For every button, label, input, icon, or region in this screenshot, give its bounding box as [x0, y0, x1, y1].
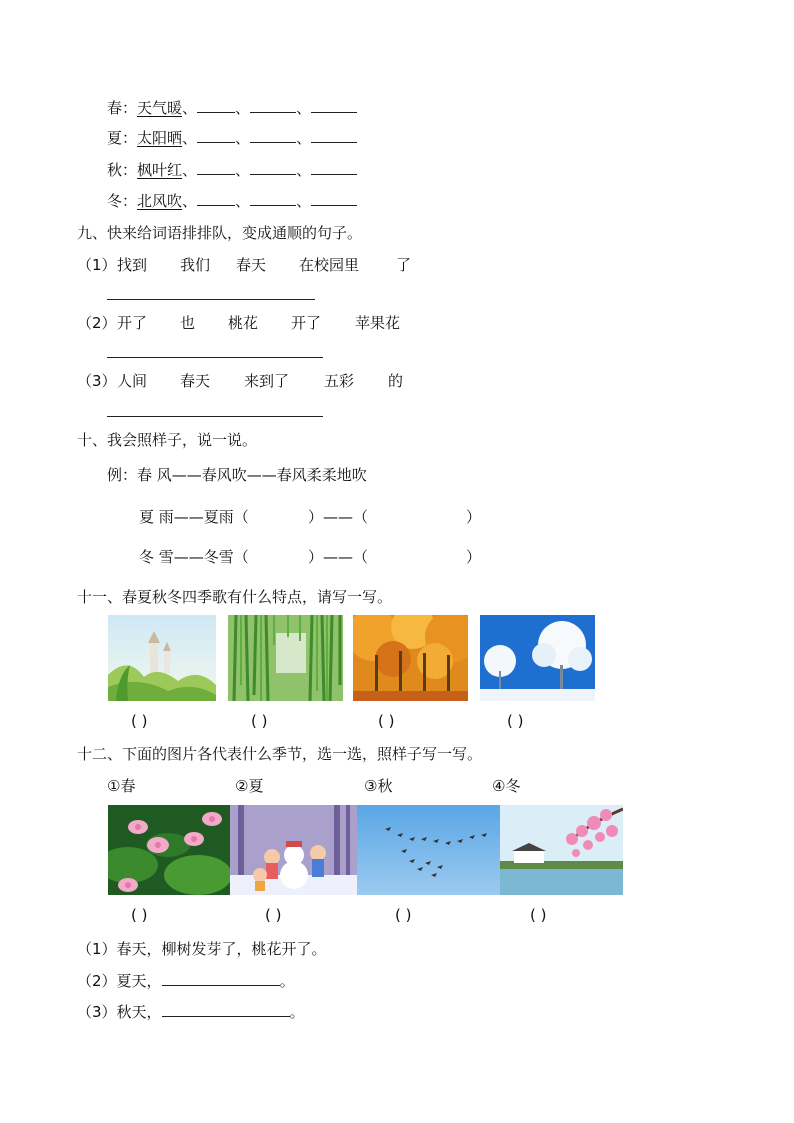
q9-word: 桃花 — [228, 314, 259, 332]
season-row-autumn — [107, 159, 357, 180]
q10-row-2-c[interactable]: ） — [466, 548, 482, 566]
q12-answer-paren[interactable]: ( ) — [530, 906, 547, 924]
answer-blank[interactable] — [162, 1002, 290, 1017]
season-label: 秋： — [107, 161, 138, 179]
q10-row-1-c[interactable]: ） — [466, 508, 482, 526]
separator: 、 — [182, 99, 198, 117]
separator: 、 — [235, 129, 251, 147]
separator: 、 — [235, 161, 251, 179]
q10-example: 例：春 风——春风吹——春风柔柔地吹 — [107, 466, 367, 484]
separator: 、 — [296, 192, 312, 210]
answer-blank[interactable] — [197, 98, 235, 113]
season-label: 春： — [107, 99, 138, 117]
line-num: （3） — [77, 1003, 117, 1021]
line-text: 夏天， — [116, 972, 162, 990]
q12-line-3 — [77, 1001, 305, 1022]
answer-line[interactable] — [107, 416, 323, 417]
season-row-summer — [107, 127, 357, 148]
q11-answer-paren[interactable]: ( ) — [131, 712, 148, 730]
answer-blank[interactable] — [197, 160, 235, 175]
line-text: 秋天， — [116, 1003, 162, 1021]
answer-blank[interactable] — [197, 128, 235, 143]
q9-word: 苹果花 — [355, 314, 401, 332]
q11-title: 十一、春夏秋冬四季歌有什么特点，请写一写。 — [77, 588, 393, 606]
q10-row-1-a: 夏 雨——夏雨（ — [139, 508, 249, 526]
season-label: 冬： — [107, 192, 138, 210]
answer-blank[interactable] — [311, 128, 357, 143]
answer-blank[interactable] — [311, 98, 357, 113]
season-row-winter — [107, 190, 357, 211]
lotus-image — [108, 805, 230, 895]
q12-option: ③秋 — [364, 777, 393, 795]
line-text: 春天，柳树发芽了，桃花开了。 — [116, 940, 327, 958]
line-num: （2） — [77, 972, 117, 990]
q9-word: 开了 — [117, 314, 148, 332]
season-example: 枫叶红 — [137, 161, 183, 179]
line-end: 。 — [289, 1003, 305, 1021]
separator: 、 — [296, 129, 312, 147]
q11-answer-paren[interactable]: ( ) — [251, 712, 268, 730]
q12-answer-paren[interactable]: ( ) — [131, 906, 148, 924]
answer-blank[interactable] — [197, 191, 235, 206]
separator: 、 — [182, 192, 198, 210]
q12-option: ④冬 — [492, 777, 521, 795]
q9-word: 也 — [180, 314, 196, 332]
q9-word: 春天 — [236, 256, 267, 274]
q9-word: 在校园里 — [299, 256, 360, 274]
separator: 、 — [296, 161, 312, 179]
q12-option: ②夏 — [235, 777, 264, 795]
q9-word: 开了 — [291, 314, 322, 332]
q11-answer-paren[interactable]: ( ) — [378, 712, 395, 730]
line-end: 。 — [279, 972, 295, 990]
separator: 、 — [235, 99, 251, 117]
answer-blank[interactable] — [162, 971, 280, 986]
q9-word: 春天 — [180, 372, 211, 390]
answer-blank[interactable] — [250, 98, 296, 113]
season-example: 北风吹 — [137, 192, 183, 210]
q9-item-2-num: （2） — [77, 314, 117, 332]
answer-blank[interactable] — [250, 128, 296, 143]
q12-option: ①春 — [107, 777, 136, 795]
answer-blank[interactable] — [311, 191, 357, 206]
autumn-trees-image — [353, 615, 468, 701]
peach-blossom-lake-image — [500, 805, 623, 895]
q11-answer-paren[interactable]: ( ) — [507, 712, 524, 730]
separator: 、 — [182, 129, 198, 147]
spring-castle-image — [108, 615, 216, 701]
q9-word: 我们 — [180, 256, 211, 274]
q9-word: 来到了 — [244, 372, 290, 390]
q9-item-3-num: （3） — [77, 372, 117, 390]
q10-row-1-b[interactable]: ）——（ — [308, 508, 369, 526]
separator: 、 — [296, 99, 312, 117]
separator: 、 — [235, 192, 251, 210]
winter-snow-trees-image — [480, 615, 595, 701]
q9-title: 九、快来给词语排排队，变成通顺的句子。 — [77, 224, 363, 242]
q10-row-2-a: 冬 雪——冬雪（ — [139, 548, 249, 566]
q12-line-1 — [77, 938, 327, 959]
separator: 、 — [182, 161, 198, 179]
answer-blank[interactable] — [250, 191, 296, 206]
q10-title: 十、我会照样子，说一说。 — [77, 431, 258, 449]
season-label: 夏： — [107, 129, 138, 147]
winter-snowman-kids-image — [230, 805, 357, 895]
q12-answer-paren[interactable]: ( ) — [265, 906, 282, 924]
q9-word: 的 — [388, 372, 404, 390]
summer-willow-image — [228, 615, 343, 701]
q9-item-1-num: （1） — [77, 256, 117, 274]
q9-word: 找到 — [117, 256, 148, 274]
q12-line-2 — [77, 970, 295, 991]
season-example: 天气暖 — [137, 99, 183, 117]
geese-sky-image — [357, 805, 500, 895]
q9-word: 五彩 — [324, 372, 355, 390]
line-num: （1） — [77, 940, 117, 958]
answer-blank[interactable] — [250, 160, 296, 175]
q12-answer-paren[interactable]: ( ) — [395, 906, 412, 924]
q12-title: 十二、下面的图片各代表什么季节，选一选，照样子写一写。 — [77, 745, 483, 763]
answer-line[interactable] — [107, 299, 315, 300]
season-row-spring — [107, 97, 357, 118]
q10-row-2-b[interactable]: ）——（ — [308, 548, 369, 566]
season-example: 太阳晒 — [137, 129, 183, 147]
q9-word: 了 — [396, 256, 412, 274]
q9-word: 人间 — [117, 372, 148, 390]
answer-blank[interactable] — [311, 160, 357, 175]
answer-line[interactable] — [107, 357, 323, 358]
